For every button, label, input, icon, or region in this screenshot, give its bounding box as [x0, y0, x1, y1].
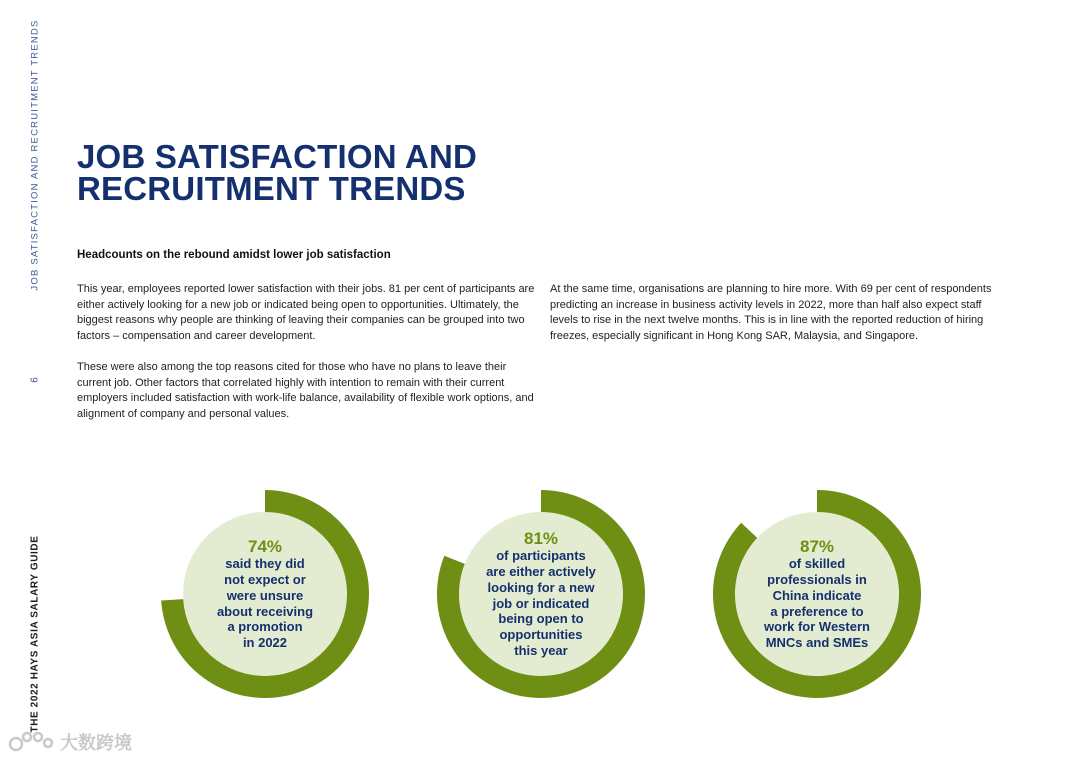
body-paragraph: At the same time, organisations are planning to hire more. With 69 per cent of respondents predicting an increase in business activity levels in 2022, more than half also expect staff levels to rise in the next twelve months. This is in line with the reported reduction of hiring freezes, especially significant in Hong Kong SAR, Malaysia, and Singapore. — [550, 283, 992, 342]
guide-side-text: THE 2022 HAYS ASIA SALARY GUIDE — [29, 535, 41, 733]
body-paragraph: This year, employees reported lower satisfaction with their jobs. 81 per cent of participants are either actively looking for a new job or indicated being open to opportunities. Ultimately, the biggest reasons why people are thinking of leaving their companies can be grouped into two factors – compensation and career development. — [77, 283, 535, 342]
body-column-left — [77, 282, 537, 438]
body-column-right — [550, 282, 1000, 360]
page-title-line-2: RECRUITMENT TRENDS — [77, 170, 466, 207]
stat-percent: 74% — [247, 537, 283, 557]
watermark-text: 大数跨境 — [60, 733, 132, 753]
paw-logo-icon — [8, 730, 54, 754]
guide-side-label — [20, 535, 50, 733]
stat-percent: 87% — [799, 537, 835, 557]
stat-description: of participants are either actively looking for a new job or indicated being open to opportunities this year — [486, 548, 596, 658]
section-side-label — [20, 19, 50, 291]
stat-description: said they did not expect or were unsure about receiving a promotion in 2022 — [216, 556, 314, 651]
stat-percent: 81% — [523, 529, 559, 549]
stat-ring-1 — [159, 488, 371, 700]
page-title-line-1: JOB SATISFACTION AND — [77, 138, 478, 175]
stat-text — [751, 528, 883, 660]
page-number-text: 6 — [29, 377, 41, 383]
page-number — [20, 370, 50, 390]
body-paragraph: These were also among the top reasons cited for those who have no plans to leave their current job. Other factors that correlated highly with intention to remain with their current employers included satisfaction with work-life balance, availability of flexible work options, and alignment of company and personal values. — [77, 361, 534, 420]
stat-description: of skilled professionals in China indicate a preference to work for Western MNCs and SMEs — [764, 556, 870, 651]
section-subheading: Headcounts on the rebound amidst lower job satisfaction — [77, 249, 391, 261]
stat-ring-3 — [711, 488, 923, 700]
section-side-text: JOB SATISFACTION AND RECRUITMENT TRENDS — [29, 19, 41, 291]
stat-text — [475, 528, 607, 660]
page-title — [77, 138, 478, 207]
stat-ring-2 — [435, 488, 647, 700]
watermark — [8, 728, 132, 756]
stat-text — [199, 528, 331, 660]
